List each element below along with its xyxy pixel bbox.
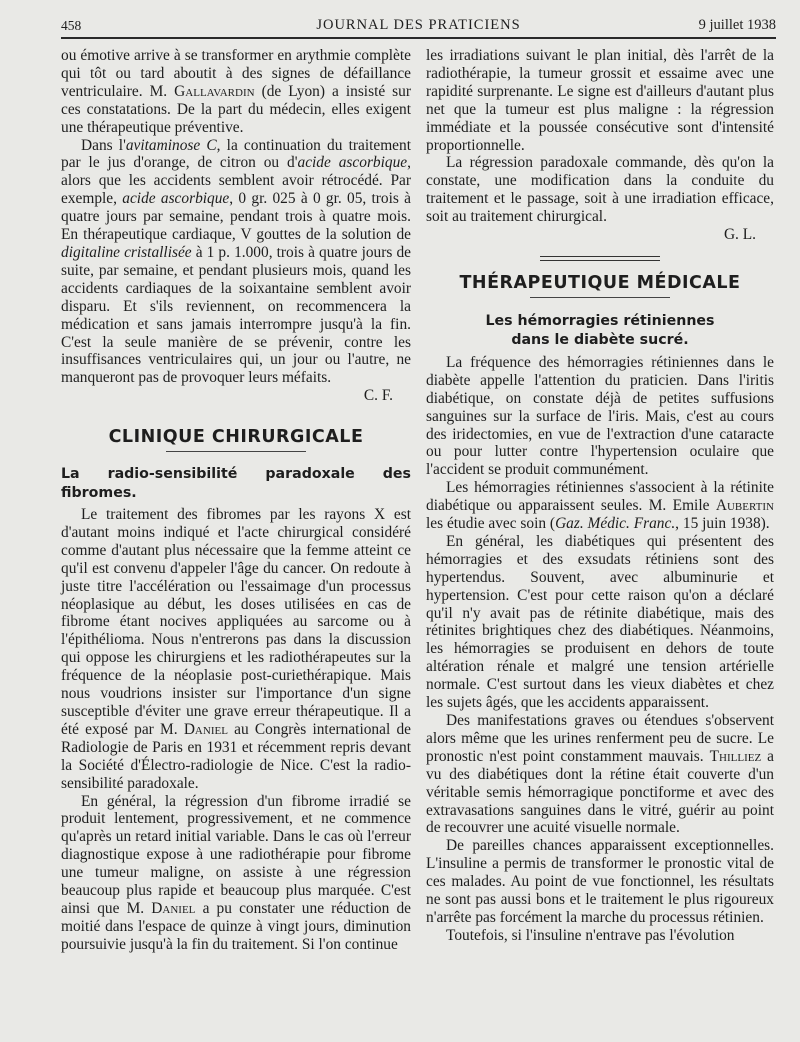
paragraph: En général, la régression d'un fibrome irradié se produit lentement, progressivement, et ne commence qu'après un retard initial variable. Dans le cas où l'erreur diagnostique expose à une radiothérapie pour fibrome une tumeur maligne, on assiste à une régression beaucoup plus rapide et beaucoup plus marquée. C'est ainsi que M. Daniel a pu constater une réduction de moitié dans l'espace de quinze à vingt jours, diminution poursuivie jusqu'à la fin du traitement. Si l'on continue <box>61 792 411 953</box>
paragraph: Les hémorragies rétiniennes s'associent à la rétinite diabétique ou apparaissent seules. M. Emile Aubertin les étudie avec soin (Gaz. Médic. Franc., 15 juin 1938). <box>426 479 774 533</box>
paragraph: En général, les diabétiques qui présentent des hémorragies et des exsudats rétiniens sont des hypertendus. Souvent, avec albuminurie et hypertension. C'est pour cette raison qu'on a déclaré qu'il n'y avait pas de rétinite diabétique, mais des rétinites brightiques chez des diabétiques. Néanmoins, les hémorragies se produisent en dehors de toute altération rénale et malgré une tension artérielle normale. C'est surtout dans les vieux diabètes et chez les sujets âgés, que les accidents apparaissent. <box>426 532 774 712</box>
article-title: Les hémorragies rétiniennes dans le diabète sucré. <box>485 312 715 348</box>
article-signature: G. L. <box>723 226 756 244</box>
left-column <box>61 47 411 954</box>
paragraph: ou émotive arrive à se transformer en arythmie complète qui tôt ou tard aboutit à des signes de défaillance ventriculaire. M. Gallavardin (de Lyon) a insisté sur ces constatations. De la part du médecin, elles exigent une thérapeutique préventive. <box>61 47 411 136</box>
journal-title: JOURNAL DES PRATICIENS <box>316 17 521 33</box>
author-name: Thilliez <box>709 747 762 765</box>
paragraph: les irradiations suivant le plan initial, dès l'arrêt de la radiothérapie, la tumeur grossit et essaime avec une rapidité surprenante. Le signe est d'ailleurs d'autant plus net que la tumeur est plus maligne : la régression immédiate et la poussée consécutive sont d'intensité proportionnelle. <box>426 47 774 154</box>
section-heading: CLINIQUE CHIRURGICALE <box>61 429 411 452</box>
paragraph: De pareilles chances apparaissent exceptionnelles. L'insuline a permis de transformer le pronostic vital de ces malades. Au point de vue fonctionnel, les résultats ne sont pas aussi bons et le traitement le plus rigoureux n'arrête pas forcément la marche du processus rétinien. <box>426 837 774 926</box>
paragraph: Toutefois, si l'insuline n'entrave pas l'évolution <box>446 926 735 944</box>
author-name: Gallavardin <box>174 82 255 100</box>
running-header <box>61 14 776 36</box>
author-name: Aubertin <box>715 497 774 515</box>
paragraph: La fréquence des hémorragies rétiniennes dans le diabète appelle l'attention du praticien. Dans l'iritis diabétique, on constate déjà de petites suffusions sanguines sur la surface de l'iris. Mais, c'est au cours des iridectomies, en vue de l'extraction d'une cataracte ou pour lutter contre l'hypertension oculaire que l'accident se produit communément. <box>426 353 774 479</box>
paragraph: Des manifestations graves ou étendues s'observent alors même que les urines renferment peu de sucre. Le pronostic n'est point constamment mauvais. Thilliez a vu des diabétiques dont la rétine était couverte d'un véritable semis hémorragique ponctiforme et avec des extravasations sanguines dans le vitré, guérir au point de recouvrer une acuité visuelle normale. <box>426 712 775 837</box>
header-rule <box>61 37 776 39</box>
page-number: 458 <box>61 18 82 33</box>
issue-date: 9 juillet 1938 <box>698 17 776 33</box>
citation: Gaz. Médic. Franc. <box>555 515 676 533</box>
paragraph: La régression paradoxale commande, dès qu'on la constate, une modification dans la conduite du traitement et le passage, soit à une irradiation efficace, soit au traitement chirurgical. <box>426 154 774 226</box>
paragraph: Le traitement des fibromes par les rayons X est d'autant moins indiqué et l'acte chirurgical considéré comme d'autant plus nécessaire que la femme atteint ce qu'il est convenu d'appeler l'âge du cancer. On redoute à juste titre l'accélération ou l'essaimage d'un processus néoplasique au début, les doses utilisées en cas de fibrome étant nocives appliquées au sarcome ou à l'épithélioma. Nous n'entrerons pas dans la discussion qui oppose les chirurgiens et les radiothérapeutes sur la fréquence de la néoplasie post-curiethérapique. Mais nous voudrions insister sur l'importance d'un signe susceptible d'éviter une grave erreur thérapeutique. Il a été exposé par M. Daniel au Congrès international de Radiologie de Paris en 1931 et récemment repris devant la Société d'Électro-radiologie de Nice. C'est la radio-sensibilité paradoxale. <box>61 506 411 792</box>
author-name: Daniel <box>151 899 196 917</box>
section-heading: THÉRAPEUTIQUE MÉDICALE <box>426 275 774 298</box>
article-title: La radio-sensibilité paradoxale des fibromes. <box>61 466 411 502</box>
paragraph: Dans l'avitaminose C, la continuation du traitement par le jus d'orange, de citron ou d'acide ascorbique, alors que les accidents semblent avoir rétrocédé. Par exemple, acide ascorbique, 0 gr. 025 à 0 gr. 05, trois à quatre jours par semaine, pendant trois à quatre mois. En thérapeutique cardiaque, V gouttes de la solution de digitaline cristallisée à 1 p. 1.000, trois à quatre jours de suite, par semaine, et pendant plusieurs mois, quand les accidents cardiaques de la soixantaine semblent avoir disparu. Et s'ils reviennent, on recommencera la médication et sans jamais interrompre jusqu'à la fin. C'est la seule manière de se prévenir, contre les insuffisances ventriculaires qui, un jour ou l'autre, ne manqueront pas de provoquer leurs méfaits. <box>61 136 412 387</box>
author-name: Daniel <box>183 720 228 738</box>
right-column <box>426 47 774 945</box>
article-signature: C. F. <box>363 387 393 405</box>
